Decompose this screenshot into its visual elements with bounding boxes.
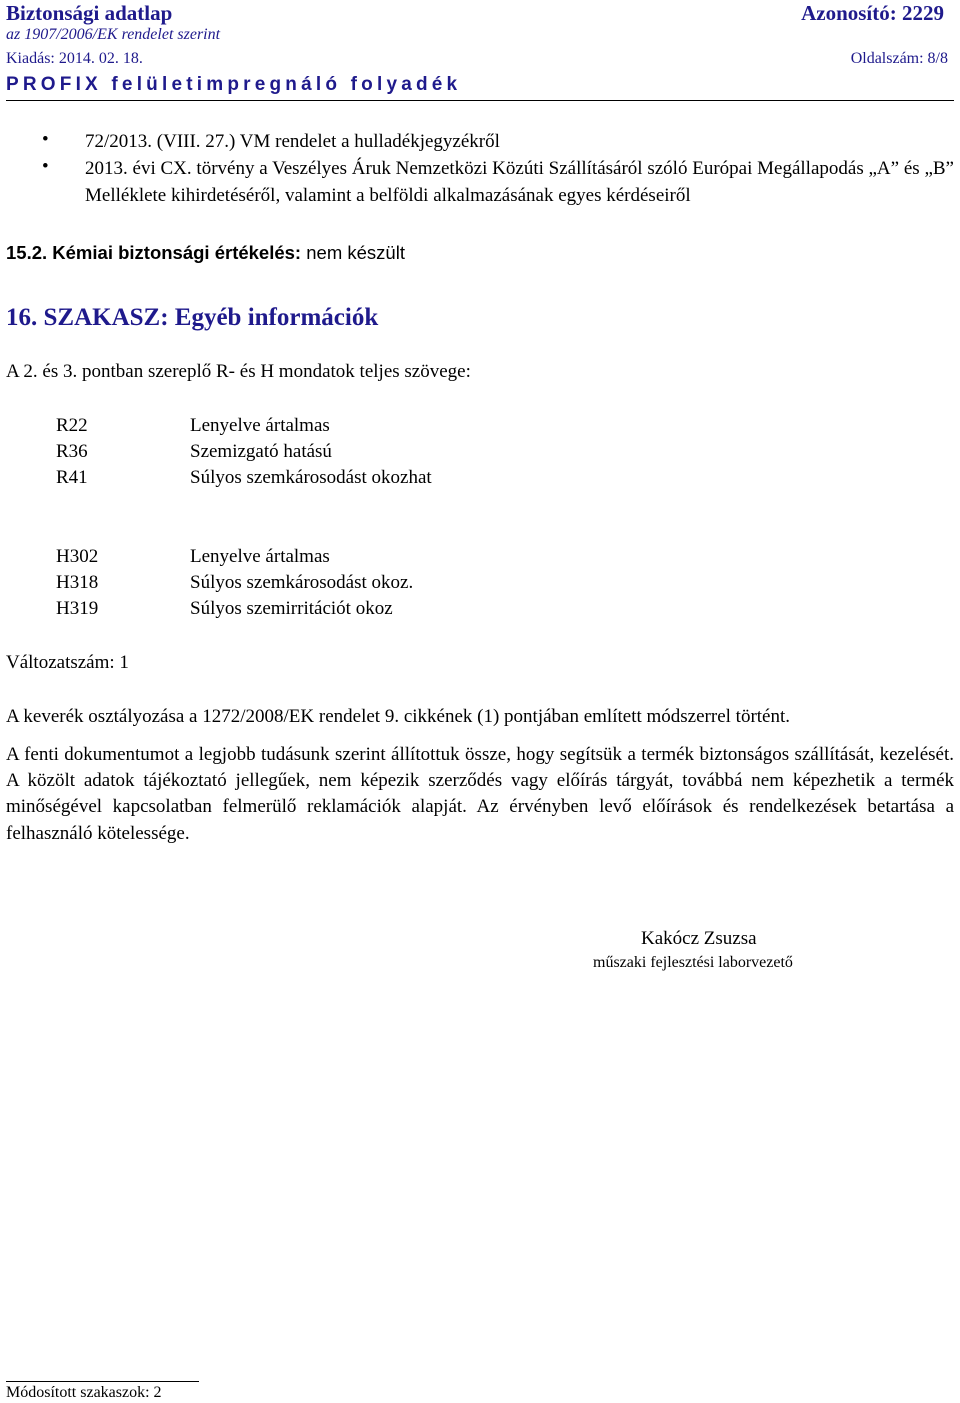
subsection-value: nem készült bbox=[306, 242, 405, 263]
r-phrase-text: Lenyelve ártalmas bbox=[190, 415, 330, 436]
list-item: 2013. évi CX. törvény a Veszélyes Áruk Nemzetközi Közúti Szállításáról szóló Európai Megállapodás „A” és „B” Melléklete kihirdetéséről, valamint a belföldi alkalmazásának egyes kérdéseiről bbox=[85, 158, 954, 206]
footer-divider bbox=[6, 1381, 199, 1382]
issue-date: Kiadás: 2014. 02. 18. bbox=[6, 50, 143, 67]
section-heading: 16. SZAKASZ: Egyéb információk bbox=[6, 304, 379, 331]
h-phrase-text: Súlyos szemirritációt okoz bbox=[190, 598, 393, 619]
regulation-reference: az 1907/2006/EK rendelet szerint bbox=[6, 26, 221, 43]
r-phrase-text: Szemizgató hatású bbox=[190, 441, 332, 462]
disclaimer-paragraph: A fenti dokumentumot a legjobb tudásunk szerint állítottuk össze, hogy segítsük a termék biztonságos szállítását, kezelését. A közölt adatok tájékoztató jellegűek, nem képezik szerződés vagy előírás tárgyát, továbbá nem képezhetik a termék minőségével kapcsolatban felmerülő reklamációk alapját. Az érvényben levő előírások és rendelkezések betartása a felhasználó kötelessége. bbox=[6, 744, 954, 844]
bullet-icon: • bbox=[42, 156, 49, 177]
subsection-label: 15.2. Kémiai biztonsági értékelés: bbox=[6, 242, 302, 263]
r-phrase-code: R36 bbox=[56, 441, 88, 462]
h-phrase-code: H302 bbox=[56, 546, 99, 567]
h-phrase-text: Lenyelve ártalmas bbox=[190, 546, 330, 567]
h-phrase-text: Súlyos szemkárosodást okoz. bbox=[190, 572, 414, 593]
version-number: Változatszám: 1 bbox=[6, 652, 129, 673]
modified-sections: Módosított szakaszok: 2 bbox=[6, 1384, 162, 1401]
phrases-intro: A 2. és 3. pontban szereplő R- és H mondatok teljes szövege: bbox=[6, 361, 471, 382]
r-phrase-text: Súlyos szemkárosodást okozhat bbox=[190, 467, 432, 488]
product-name: PROFIX felületimpregnáló folyadék bbox=[6, 74, 462, 95]
r-phrase-code: R41 bbox=[56, 467, 88, 488]
header-divider bbox=[6, 100, 954, 101]
signatory-name: Kakócz Zsuzsa bbox=[641, 928, 757, 949]
signatory-title: műszaki fejlesztési laborvezető bbox=[593, 954, 793, 971]
subsection-heading bbox=[6, 242, 405, 264]
list-item: 72/2013. (VIII. 27.) VM rendelet a hulladékjegyzékről bbox=[85, 131, 500, 152]
bullet-icon: • bbox=[42, 129, 49, 150]
r-phrase-code: R22 bbox=[56, 415, 88, 436]
h-phrase-code: H319 bbox=[56, 598, 99, 619]
page-number: Oldalszám: 8/8 bbox=[850, 50, 948, 67]
classification-note: A keverék osztályozása a 1272/2008/EK rendelet 9. cikkének (1) pontjában említett módszerrel történt. bbox=[6, 706, 791, 727]
document-identifier: Azonosító: 2229 bbox=[801, 1, 944, 25]
h-phrase-code: H318 bbox=[56, 572, 99, 593]
document-title: Biztonsági adatlap bbox=[6, 1, 173, 25]
